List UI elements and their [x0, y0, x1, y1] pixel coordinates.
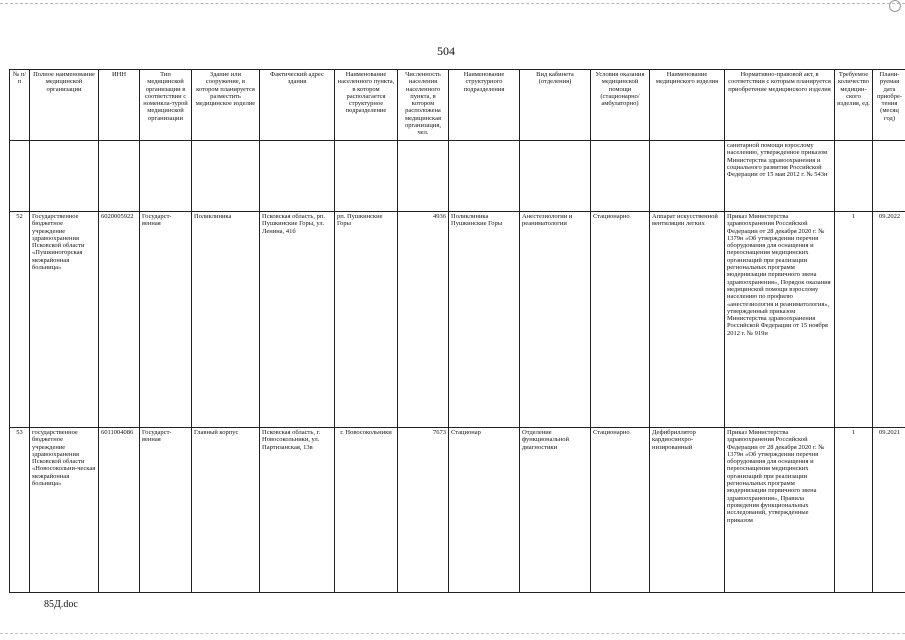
scan-edge-top: [0, 3, 905, 4]
cell-quantity: 1: [835, 428, 873, 593]
cell-cabinet: Анестезиологии и реаниматологии: [520, 212, 591, 428]
header-address: Фактический адрес здания: [260, 70, 335, 141]
cell-address: Псковская область, г. Новосокольники, ул. Партизанская, 13в: [260, 428, 335, 593]
cell-population: 4936: [398, 212, 449, 428]
cell-legal-act: Приказ Министерства здравоохранения Российской Федерации от 28 декабря 2020 г. № 1379н «Об утверждении перечня оборудования для оснащения и переоснащения медицинских организаций при реализации региональных программ модернизации первичного звена здравоохранения», Порядок оказания медицинской помощи взрослому населению по профилю «анестезиология и реаниматология», утвержденный приказом Министерства здравоохранения Российской Федерации от 15 ноября 2012 г. № 919н: [725, 212, 835, 428]
cell-num: 53: [10, 428, 30, 593]
cell-device: Аппарат искусственной вентиляции легких: [650, 212, 725, 428]
header-legal-act: Нормативно-правовой акт, в соответствии с которым планируется приобретение медицинского изделия: [725, 70, 835, 141]
cell-conditions: Стационарно: [591, 212, 650, 428]
cell-device: Дефибриллятор кардиосинхро-низированный: [650, 428, 725, 593]
cell-org: государственное бюджетное учреждение здравоохранения Псковской области «Новосокольни-ческая межрайонная больница»: [30, 428, 99, 593]
header-population: Численность населения населенного пункта, в котором расположена медицинская организация, чел.: [398, 70, 449, 141]
scan-corner-mark: [889, 0, 901, 12]
cell-date: 09.2021: [873, 428, 905, 593]
header-device: Наименование медицинского изделия: [650, 70, 725, 141]
cell-num: 52: [10, 212, 30, 428]
cell-date: 09.2022: [873, 212, 905, 428]
header-building: Здание или сооружение, в котором планируется разместить медицинское изделие: [192, 70, 260, 141]
table-header-row: [10, 70, 905, 141]
cell-settlement: г. Новосокольники: [335, 428, 398, 593]
header-quantity: Требуемое количество медицин-ского изделия, ед.: [835, 70, 873, 141]
continuation-legal-act: санитарной помощи взрослому населению, утвержденное приказом Министерства здравоохранения и социального развития Российской Федерации от 15 мая 2012 г. № 543н: [725, 141, 835, 212]
cell-legal-act: Приказ Министерства здравоохранения Российской Федерации от 28 декабря 2020 г. № 1379н «Об утверждении перечня оборудования для оснащения и переоснащения медицинских организаций при реализации региональных программ модернизации первичного звена здравоохранения», Правила проведения функциональных исследований, утвержденные приказом: [725, 428, 835, 593]
cell-settlement: рп. Пушкинские Горы: [335, 212, 398, 428]
cell-population: 7673: [398, 428, 449, 593]
header-date: Плани-руемая дата приобре-тения (месяц год): [873, 70, 905, 141]
header-conditions: Условия оказания медицинской помощи (стационарно/ амбулаторно): [591, 70, 650, 141]
page-number: 504: [437, 44, 455, 58]
cell-subdivision: Поликлиника Пушкинские Горы: [449, 212, 520, 428]
cell-type: Государст-венная: [140, 428, 192, 593]
equipment-table: [9, 69, 905, 593]
cell-quantity: 1: [835, 212, 873, 428]
header-cabinet: Вид кабинета (отделения): [520, 70, 591, 141]
table-row: [10, 428, 905, 593]
cell-building: Главный корпус: [192, 428, 260, 593]
header-type: Тип медицинской организации в соответствии с номенкла-турой медицинской организации: [140, 70, 192, 141]
cell-type: Государст-венная: [140, 212, 192, 428]
cell-org: Государственное бюджетное учреждение здравоохранения Псковской области «Пушкиногорская межрайонная больница»: [30, 212, 99, 428]
cell-subdivision: Стационар: [449, 428, 520, 593]
table-row: [10, 212, 905, 428]
scan-edge-bottom: [0, 633, 905, 634]
cell-cabinet: Отделение функциональной диагностики: [520, 428, 591, 593]
cell-conditions: Стационарно: [591, 428, 650, 593]
footer-filename: 85Д.doc: [44, 599, 78, 610]
cell-building: Поликлиника: [192, 212, 260, 428]
header-settlement: Наименование населенного пункта, в котором располагается структурное подразделение: [335, 70, 398, 141]
cell-address: Псковская область, рп. Пушкинские Горы, ул. Ленина, 41б: [260, 212, 335, 428]
header-org: Полное наименование медицинской организации: [30, 70, 99, 141]
cell-inn: 6011004086: [99, 428, 140, 593]
header-inn: ИНН: [99, 70, 140, 141]
cell-inn: 6020005922: [99, 212, 140, 428]
table-row-continuation: [10, 141, 905, 212]
header-num: № п/п: [10, 70, 30, 141]
header-subdivision: Наименование структурного подразделения: [449, 70, 520, 141]
